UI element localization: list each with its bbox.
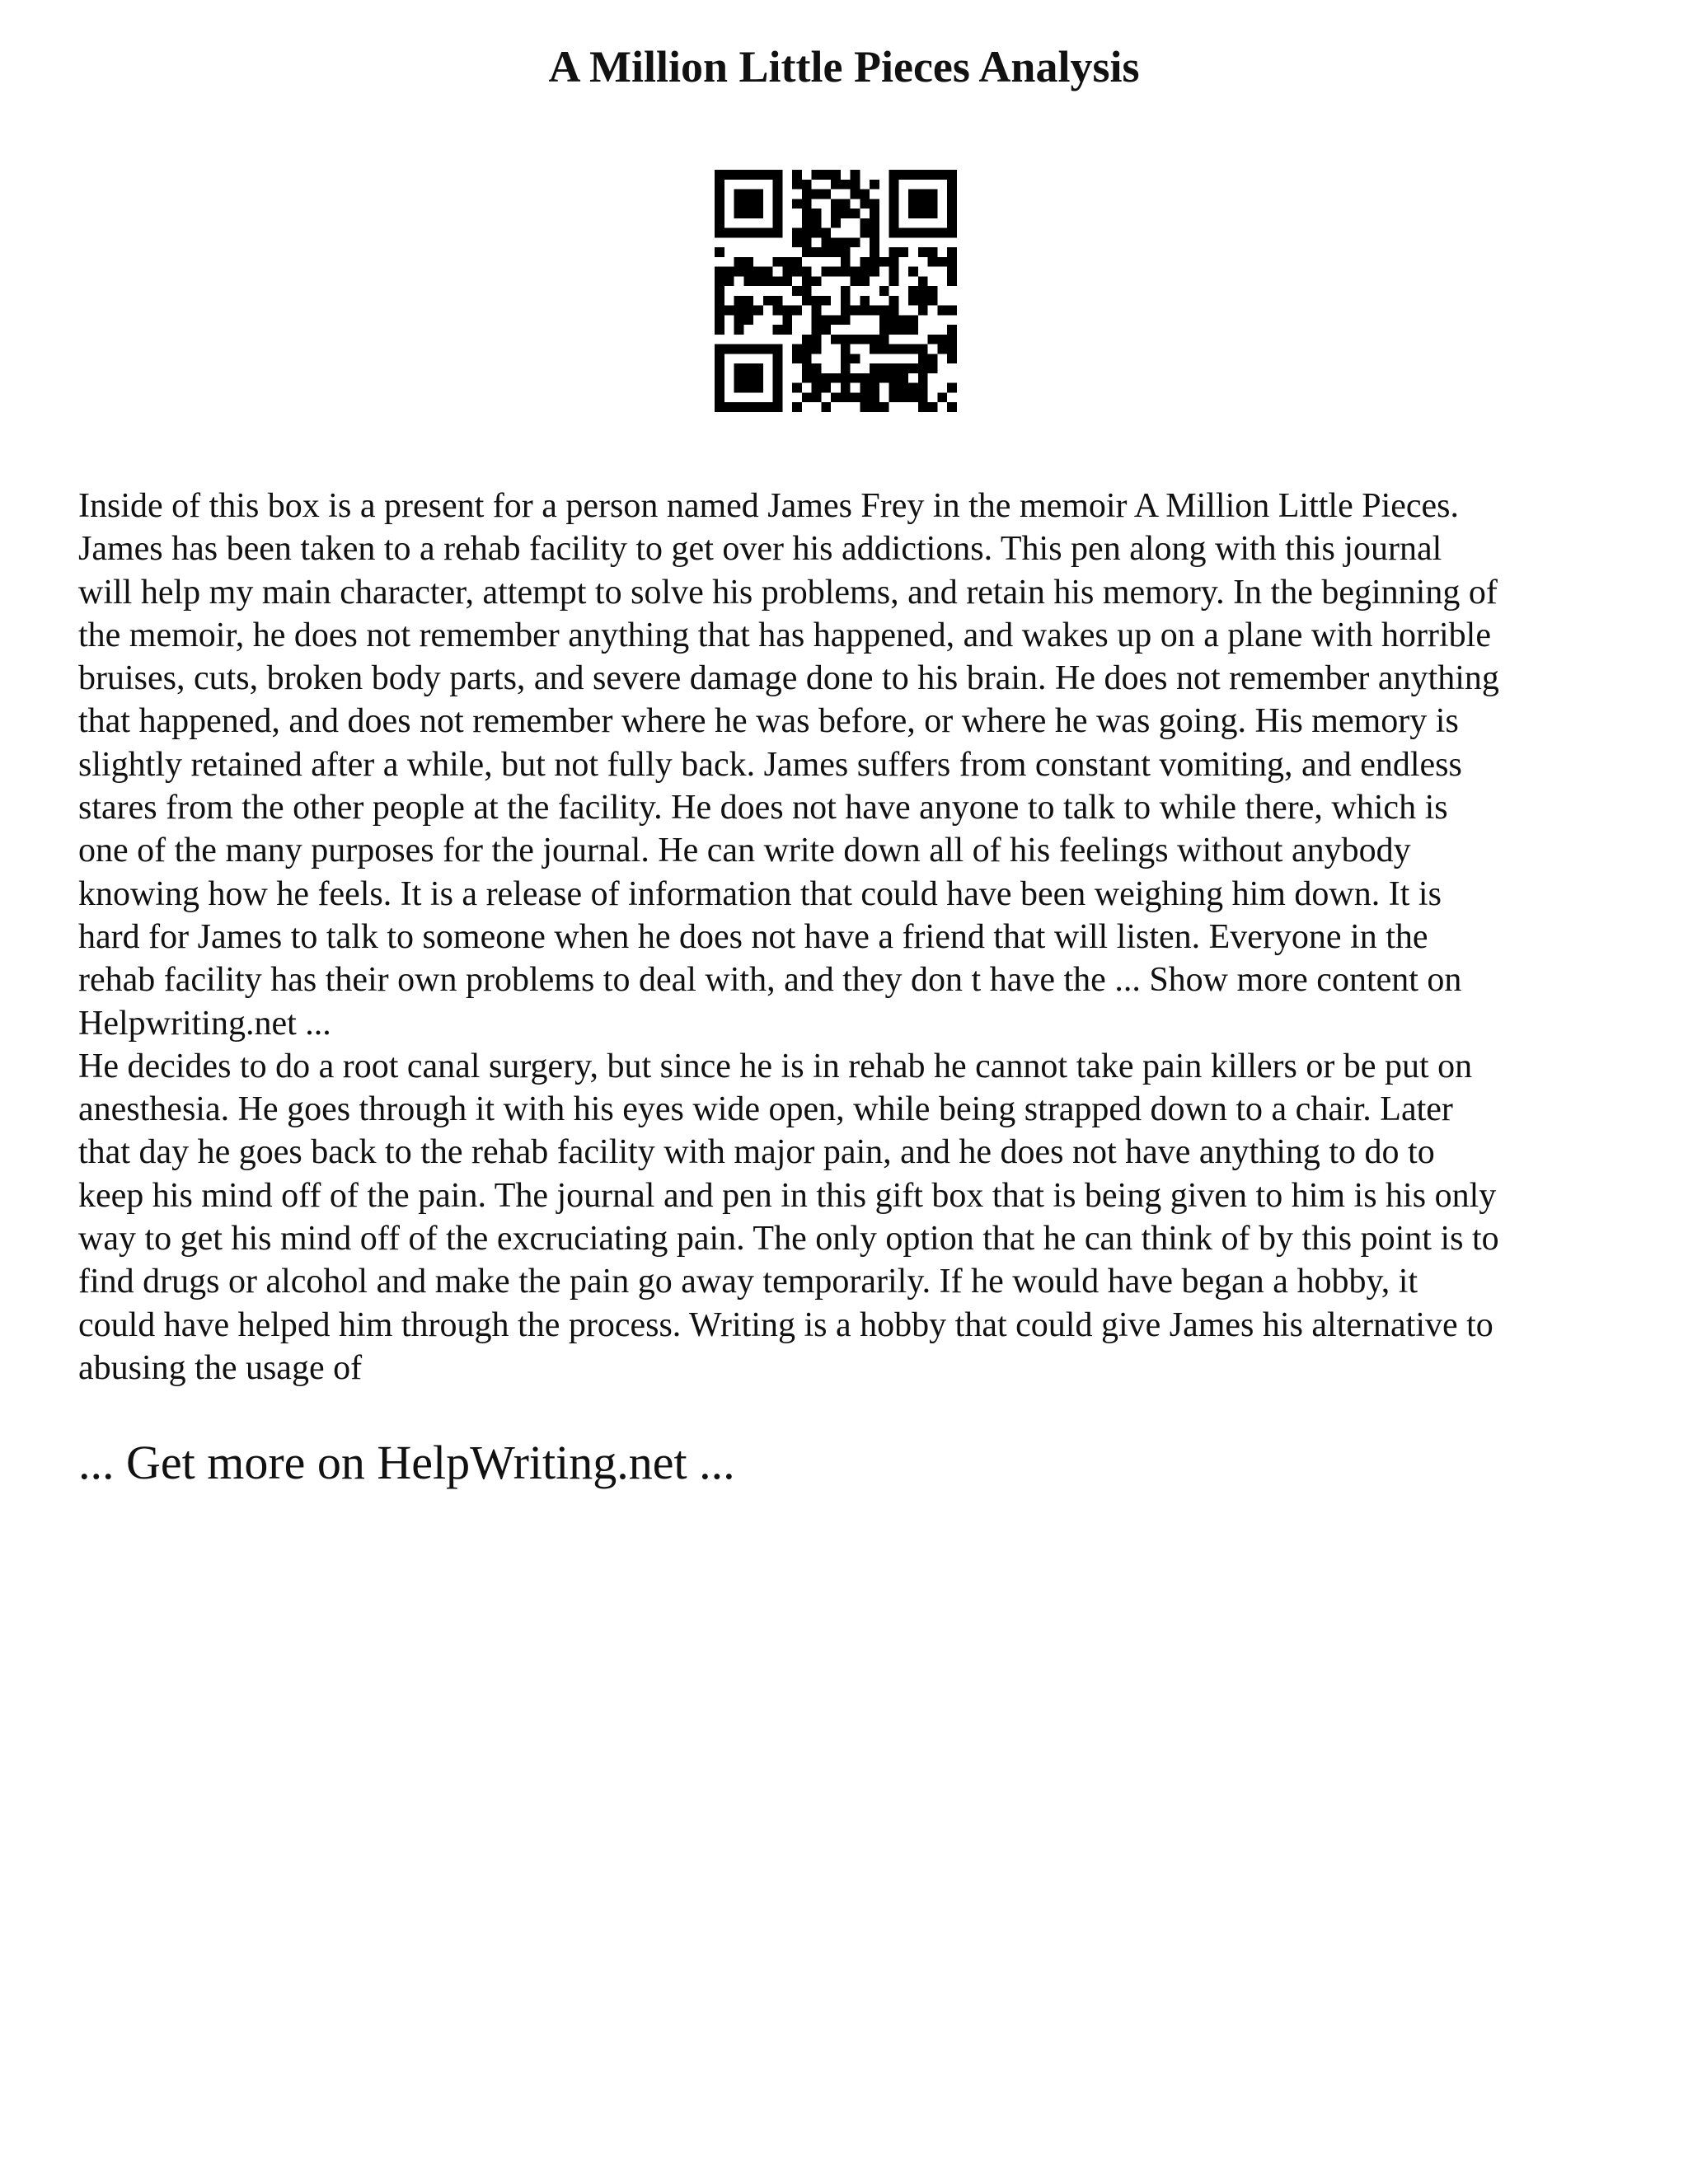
qr-module — [841, 335, 851, 344]
qr-module — [870, 383, 879, 393]
qr-module — [860, 190, 870, 199]
qr-module — [870, 267, 879, 277]
text-line: Helpwriting.net ... — [78, 1004, 331, 1043]
qr-module — [812, 325, 822, 335]
qr-module — [802, 209, 812, 218]
qr-module — [753, 267, 763, 277]
qr-finder — [889, 170, 957, 180]
qr-module — [947, 383, 957, 393]
qr-finder — [715, 170, 782, 180]
qr-module — [831, 170, 841, 180]
qr-module — [851, 335, 860, 344]
qr-module — [734, 306, 744, 316]
qr-module — [831, 373, 841, 383]
qr-module — [782, 315, 792, 325]
qr-finder — [734, 190, 763, 218]
qr-module — [937, 392, 947, 402]
qr-module — [812, 363, 822, 373]
qr-module — [802, 276, 812, 286]
qr-module — [841, 373, 851, 383]
qr-module — [870, 237, 879, 247]
qr-module — [870, 373, 879, 383]
qr-module — [802, 228, 812, 238]
qr-finder — [889, 170, 899, 237]
qr-module — [821, 325, 831, 335]
qr-module — [831, 392, 841, 402]
qr-module — [802, 354, 812, 363]
qr-module — [841, 286, 851, 296]
qr-module — [821, 190, 831, 199]
qr-module — [802, 392, 812, 402]
qr-module — [908, 315, 918, 325]
qr-module — [851, 267, 860, 277]
qr-module — [792, 306, 802, 316]
qr-module — [841, 296, 851, 306]
qr-module — [860, 199, 870, 209]
qr-module — [879, 325, 889, 335]
qr-module — [841, 315, 851, 325]
qr-module — [908, 325, 918, 335]
qr-module — [889, 373, 899, 383]
qr-module — [947, 257, 957, 267]
qr-finder — [889, 228, 957, 238]
qr-module — [889, 344, 899, 354]
text-line: stares from the other people at the facility. He does not have anyone to talk to while there, which is — [78, 789, 1448, 827]
qr-module — [947, 354, 957, 363]
qr-module — [937, 335, 947, 344]
qr-module — [841, 344, 851, 354]
qr-module — [734, 325, 744, 335]
qr-module — [908, 363, 918, 373]
qr-module — [734, 257, 744, 267]
qr-module — [870, 199, 879, 209]
qr-module — [734, 315, 744, 325]
qr-module — [792, 237, 802, 247]
qr-module — [821, 402, 831, 412]
get-more-link[interactable]: ... Get more on HelpWriting.net ... — [78, 1436, 735, 1489]
qr-module — [812, 170, 822, 180]
qr-module — [743, 267, 753, 277]
text-line: the memoir, he does not remember anything that has happened, and wakes up on a plane with horrible — [78, 616, 1491, 654]
qr-module — [841, 392, 851, 402]
qr-module — [773, 296, 783, 306]
qr-module — [821, 383, 831, 393]
text-line: could have helped him through the process. Writing is a hobby that could give James his alternative to — [78, 1305, 1493, 1344]
qr-module — [851, 170, 860, 180]
qr-finder — [715, 170, 724, 237]
qr-module — [821, 170, 831, 180]
qr-module — [792, 267, 802, 277]
qr-module — [918, 296, 928, 306]
qr-module — [860, 402, 870, 412]
qr-module — [715, 286, 724, 296]
qr-module — [743, 306, 753, 316]
qr-module — [947, 325, 957, 335]
qr-module — [898, 315, 908, 325]
qr-module — [792, 354, 802, 363]
qr-module — [870, 402, 879, 412]
qr-module — [831, 267, 841, 277]
qr-module — [821, 267, 831, 277]
qr-module — [802, 180, 812, 190]
qr-module — [792, 199, 802, 209]
qr-module — [821, 247, 831, 257]
qr-finder — [908, 190, 937, 218]
qr-module — [792, 344, 802, 354]
qr-module — [802, 344, 812, 354]
qr-module — [841, 209, 851, 218]
qr-module — [792, 383, 802, 393]
qr-module — [860, 257, 870, 267]
qr-module — [918, 354, 928, 363]
qr-module — [947, 276, 957, 286]
text-line: abusing the usage of — [78, 1348, 363, 1387]
qr-module — [743, 276, 753, 286]
qr-module — [812, 335, 822, 344]
qr-module — [715, 267, 724, 277]
qr-module — [821, 237, 831, 247]
qr-module — [782, 276, 792, 286]
qr-finder — [947, 170, 957, 237]
qr-module — [851, 190, 860, 199]
qr-module — [870, 363, 879, 373]
qr-module — [812, 218, 822, 228]
qr-module — [802, 218, 812, 228]
qr-module — [889, 315, 899, 325]
qr-module — [928, 296, 938, 306]
qr-module — [870, 392, 879, 402]
qr-module — [753, 276, 763, 286]
qr-module — [898, 392, 908, 402]
qr-module — [908, 383, 918, 393]
qr-module — [937, 344, 947, 354]
qr-module — [812, 190, 822, 199]
qr-module — [831, 237, 841, 247]
qr-module — [870, 257, 879, 267]
qr-module — [841, 363, 851, 373]
qr-module — [802, 286, 812, 296]
qr-module — [715, 315, 724, 325]
qr-finder — [773, 170, 783, 237]
qr-module — [870, 228, 879, 238]
qr-module — [773, 325, 783, 335]
qr-module — [918, 276, 928, 286]
qr-module — [724, 276, 734, 286]
qr-module — [841, 306, 851, 316]
qr-module — [889, 296, 899, 306]
qr-module — [851, 209, 860, 218]
qr-module — [889, 306, 899, 316]
text-line: will help my main character, attempt to solve his problems, and retain his memory. In the beginning of — [78, 573, 1498, 612]
qr-module — [792, 402, 802, 412]
qr-module — [831, 335, 841, 344]
qr-module — [715, 306, 724, 316]
text-line: that day he goes back to the rehab facility with major pain, and he does not have anything to do to — [78, 1133, 1435, 1172]
qr-module — [928, 402, 938, 412]
qr-module — [812, 209, 822, 218]
qr-module — [763, 267, 773, 277]
qr-finder — [734, 363, 763, 392]
qr-module — [870, 335, 879, 344]
qr-module — [889, 325, 899, 335]
qr-module — [889, 276, 899, 286]
qr-module — [841, 383, 851, 393]
text-line: anesthesia. He goes through it with his eyes wide open, while being strapped down to a chair. Later — [78, 1090, 1453, 1129]
text-line: slightly retained after a while, but not fully back. James suffers from constant vomiting, and endless — [78, 745, 1462, 784]
qr-module — [821, 373, 831, 383]
qr-module — [821, 315, 831, 325]
qr-module — [851, 354, 860, 363]
qr-module — [812, 306, 822, 316]
qr-module — [812, 344, 822, 354]
qr-module — [860, 392, 870, 402]
text-line: keep his mind off of the pain. The journal and pen in this gift box that is being given to him is his only — [78, 1176, 1497, 1215]
qr-module — [879, 373, 889, 383]
qr-module — [792, 180, 802, 190]
qr-module — [918, 344, 928, 354]
text-line: one of the many purposes for the journal. He can write down all of his feelings without anybody — [78, 832, 1411, 870]
text-line: hard for James to talk to someone when he does not have a friend that will listen. Everyone in the — [78, 917, 1428, 956]
qr-module — [860, 383, 870, 393]
qr-module — [831, 247, 841, 257]
qr-module — [802, 237, 812, 247]
text-line: James has been taken to a rehab facility to get over his addictions. This pen along with this journal — [78, 530, 1442, 569]
qr-module — [782, 325, 792, 335]
qr-module — [937, 257, 947, 267]
qr-module — [812, 383, 822, 393]
text-line: Inside of this box is a present for a person named James Frey in the memoir A Million Little Pieces. — [78, 487, 1460, 525]
qr-module — [928, 354, 938, 363]
qr-module — [792, 286, 802, 296]
qr-module — [879, 306, 889, 316]
qr-finder — [773, 344, 783, 412]
qr-module — [918, 383, 928, 393]
qr-module — [918, 286, 928, 296]
qr-module — [879, 344, 889, 354]
qr-module — [715, 325, 724, 335]
qr-module — [870, 306, 879, 316]
qr-module — [918, 363, 928, 373]
qr-module — [908, 286, 918, 296]
qr-module — [782, 267, 792, 277]
qr-module — [851, 180, 860, 190]
qr-module — [734, 267, 744, 277]
qr-module — [792, 257, 802, 267]
qr-module — [812, 373, 822, 383]
text-line: He decides to do a root canal surgery, but since he is in rehab he cannot take pain killers or be put on — [78, 1047, 1473, 1085]
qr-module — [860, 306, 870, 316]
qr-module — [763, 296, 773, 306]
qr-module — [860, 228, 870, 238]
qr-finder — [715, 402, 782, 412]
text-line: bruises, cuts, broken body parts, and severe damage done to his brain. He does not remember anything — [78, 659, 1499, 698]
qr-finder — [715, 344, 724, 412]
qr-module — [773, 257, 783, 267]
qr-module — [898, 363, 908, 373]
qr-module — [879, 286, 889, 296]
qr-module — [802, 296, 812, 306]
text-line: rehab facility has their own problems to deal with, and they don t have the ... Show more content on — [78, 961, 1462, 1000]
qr-module — [812, 315, 822, 325]
qr-module — [879, 335, 889, 344]
qr-module — [908, 344, 918, 354]
qr-module — [870, 344, 879, 354]
qr-module — [898, 344, 908, 354]
qr-module — [773, 306, 783, 316]
qr-module — [889, 383, 899, 393]
qr-module — [715, 296, 724, 306]
qr-module — [802, 267, 812, 277]
text-line: find drugs or alcohol and make the pain go away temporarily. If he would have began a hobby, it — [78, 1263, 1418, 1301]
qr-module — [841, 247, 851, 257]
qr-module — [743, 315, 753, 325]
qr-module — [947, 402, 957, 412]
qr-module — [773, 276, 783, 286]
qr-module — [812, 296, 822, 306]
qr-module — [831, 180, 841, 190]
qr-code — [715, 170, 957, 412]
qr-module — [908, 392, 918, 402]
qr-module — [812, 276, 822, 286]
qr-module — [928, 257, 938, 267]
qr-module — [743, 257, 753, 267]
qr-module — [947, 247, 957, 257]
qr-module — [918, 306, 928, 316]
qr-module — [918, 373, 928, 383]
qr-module — [841, 267, 851, 277]
qr-module — [879, 315, 889, 325]
qr-module — [851, 392, 860, 402]
qr-module — [841, 180, 851, 190]
qr-module — [734, 296, 744, 306]
qr-module — [879, 257, 889, 267]
qr-module — [841, 257, 851, 267]
qr-module — [753, 306, 763, 316]
qr-module — [812, 392, 822, 402]
qr-module — [802, 363, 812, 373]
qr-module — [851, 237, 860, 247]
qr-module — [802, 190, 812, 199]
qr-module — [743, 296, 753, 306]
qr-module — [851, 373, 860, 383]
qr-module — [841, 354, 851, 363]
qr-module — [898, 373, 908, 383]
qr-module — [724, 306, 734, 316]
qr-module — [898, 247, 908, 257]
qr-module — [889, 247, 899, 257]
qr-module — [928, 286, 938, 296]
qr-module — [928, 247, 938, 257]
qr-module — [841, 199, 851, 209]
qr-module — [860, 335, 870, 344]
qr-module — [792, 170, 802, 180]
qr-module — [763, 276, 773, 286]
qr-module — [831, 209, 841, 218]
qr-module — [889, 392, 899, 402]
qr-module — [715, 247, 724, 257]
qr-module — [860, 296, 870, 306]
qr-module — [851, 276, 860, 286]
qr-module — [802, 373, 812, 383]
text-line: that happened, and does not remember where he was before, or where he was going. His memory is — [78, 702, 1459, 741]
qr-module — [831, 218, 841, 228]
qr-finder — [715, 344, 782, 354]
qr-module — [928, 363, 938, 373]
qr-module — [918, 392, 928, 402]
qr-module — [898, 383, 908, 393]
qr-module — [724, 267, 734, 277]
qr-module — [802, 199, 812, 209]
qr-module — [812, 228, 822, 238]
qr-module — [851, 306, 860, 316]
qr-module — [812, 247, 822, 257]
qr-module — [947, 344, 957, 354]
qr-module — [860, 276, 870, 286]
document-body — [78, 485, 1611, 1390]
qr-finder — [715, 228, 782, 238]
qr-module — [870, 218, 879, 228]
page-title: A Million Little Pieces Analysis — [548, 42, 1140, 91]
qr-module — [937, 306, 947, 316]
qr-module — [879, 402, 889, 412]
text-line: way to get his mind off of the excruciating pain. The only option that he can think of by this point is to — [78, 1220, 1499, 1258]
qr-module — [792, 228, 802, 238]
qr-module — [918, 402, 928, 412]
qr-module — [870, 180, 879, 190]
qr-module — [889, 257, 899, 267]
qr-module — [831, 199, 841, 209]
qr-module — [821, 228, 831, 238]
qr-module — [860, 267, 870, 277]
qr-module — [860, 373, 870, 383]
qr-module — [898, 325, 908, 335]
qr-module — [715, 276, 724, 286]
qr-module — [821, 296, 831, 306]
qr-module — [947, 335, 957, 344]
qr-module — [908, 267, 918, 277]
qr-module — [889, 363, 899, 373]
qr-module — [870, 209, 879, 218]
qr-module — [947, 267, 957, 277]
qr-module — [802, 247, 812, 257]
qr-module — [947, 306, 957, 316]
qr-module — [918, 247, 928, 257]
paragraph-2 — [78, 1045, 1611, 1390]
qr-module — [782, 306, 792, 316]
qr-module — [831, 315, 841, 325]
qr-module — [889, 267, 899, 277]
qr-module — [841, 237, 851, 247]
qr-module — [802, 335, 812, 344]
text-line: knowing how he feels. It is a release of information that could have been weighing him down. It is — [78, 874, 1442, 913]
qr-module — [928, 335, 938, 344]
qr-module — [860, 218, 870, 228]
qr-module — [908, 296, 918, 306]
qr-module — [870, 247, 879, 257]
paragraph-1 — [78, 485, 1611, 1045]
qr-module — [879, 363, 889, 373]
qr-module — [782, 257, 792, 267]
